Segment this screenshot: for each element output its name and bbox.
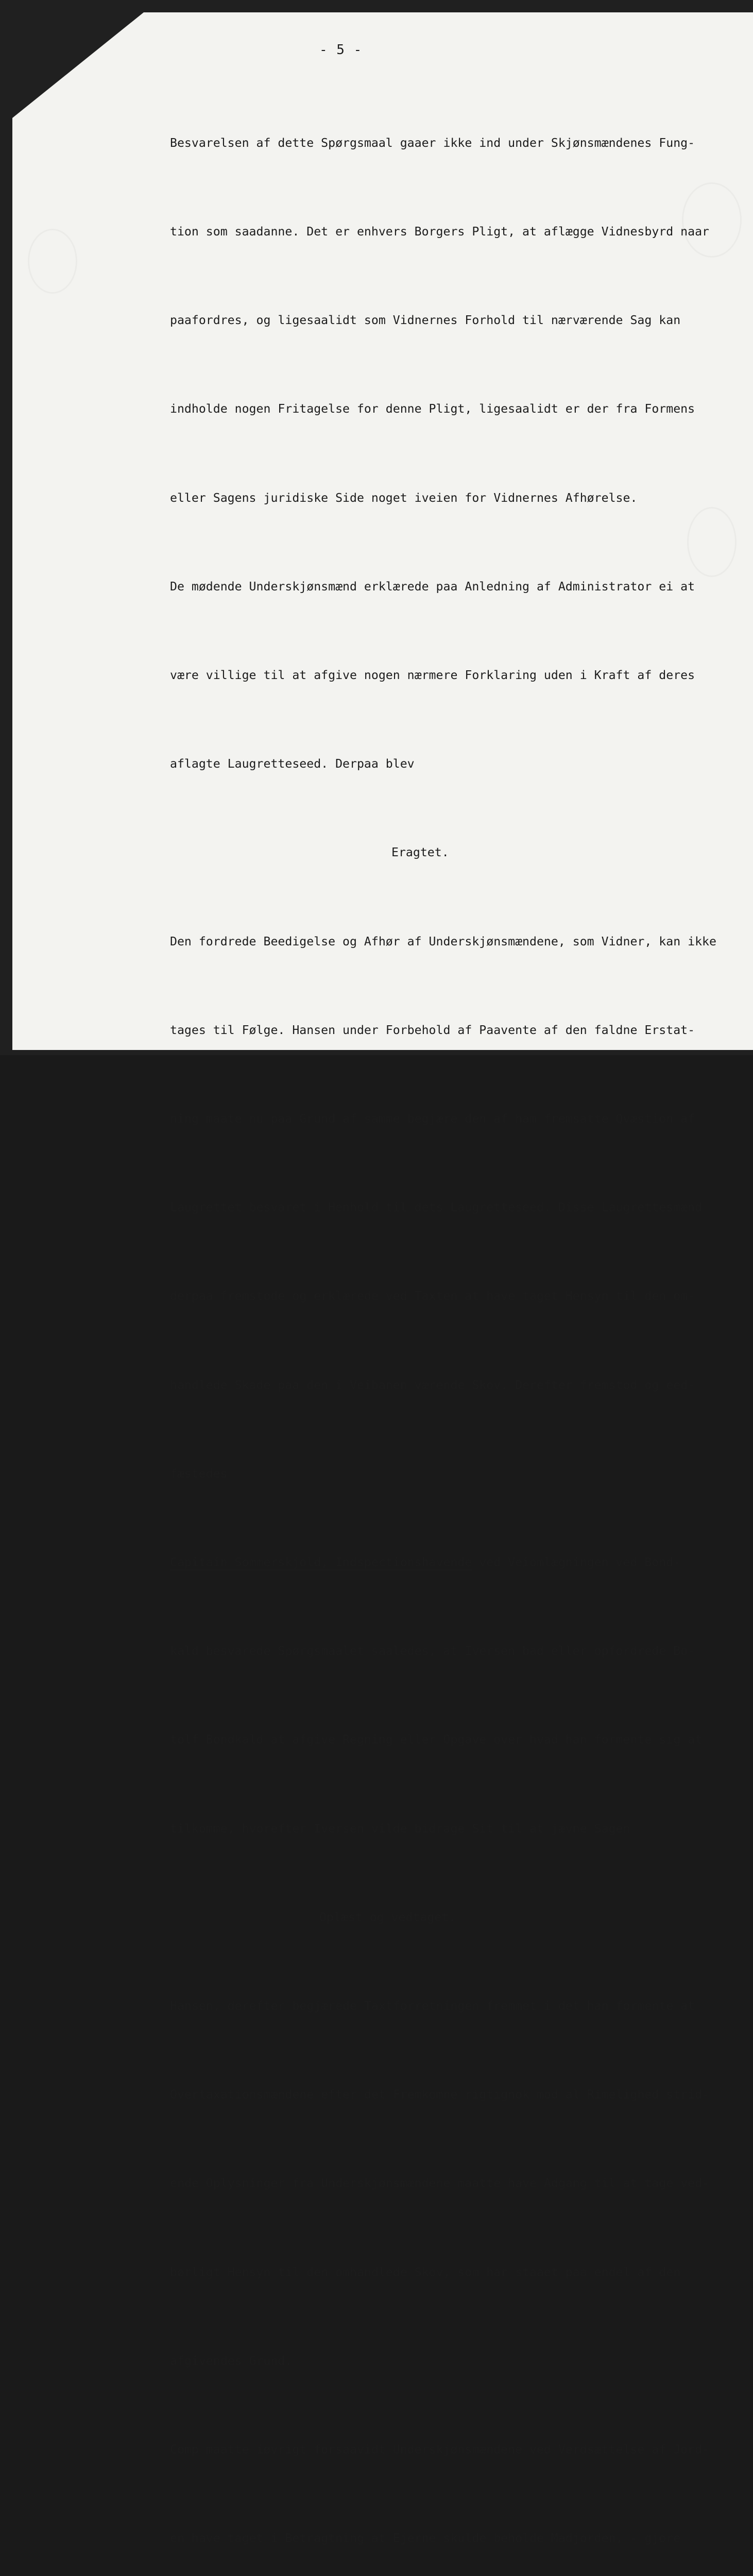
underlined-witness-name: Capitain Sommerskjold, Indspectionshavende	[170, 1555, 472, 1570]
text-line: kald besvarede Spørgsmaalet saaledes, at Iversen bad eller opfordrede Bo-	[170, 1644, 695, 1658]
text-line: handlede Skade paa den i Veibanen værende Skov. Derefter fremstod og eed-	[170, 1378, 695, 1392]
text-line: en have taget i Betragtning at Ejerne skulde beholde Madjorden, - gjore	[170, 2531, 681, 2546]
text-line: Besvarelsen af dette Spørgsmaal gaaer ikke ind under Skjønsmændenes Fung-	[170, 135, 695, 150]
text-line: Laugrettet besvaret i Henhold til dets Laugretteseed. Disse Laugrettesmænd	[170, 1200, 703, 1215]
text-line: paafordres, og ligesaalidt som Vidnernes Forhold til nærværende Sag kan	[170, 313, 681, 328]
text-line: indholde nogen Fritagelse for denne Pligt, ligesaalidt er der fra Formens	[170, 402, 695, 416]
text-line: Comp maatte iøvrigt forsaavidt Underskjønsmændene ved Verdsættelse af Jord-	[170, 2443, 710, 2457]
text-line: Hansen, derefter begjærede Taxtforretningen fremmet i det han formente at	[170, 1999, 695, 2013]
text-line: afgivendes Grund.	[170, 2353, 293, 2368]
text-line: børligt Hensyn til den omhandlede Skov, som har staaet paa endel af den	[170, 2265, 681, 2279]
text-line: ende Oplysninger fra Underskjønsmændene maatte have Adgang til at tage ved-	[170, 2176, 710, 2191]
text-line: tolf Bondkald at afgive Regning eller Opgave over hvad han formente sig at	[170, 1733, 703, 1747]
text-line: tion som saadanne. Det er enhvers Borgers Pligt, at aflægge Vidnesbyrd naar	[170, 225, 710, 239]
text-line: være villige til at afgive nogen nærmere Forklaring uden i Kraft af deres	[170, 668, 695, 683]
text-line: derpaa fremstode og erklærede ved Taxten at have taget Hensyn til den om-	[170, 1289, 695, 1303]
section-heading-eragtet: Eragtet.	[391, 845, 449, 860]
text-line: tages til Følge. Hansen under Forbehold af Paavente af den faldne Erstat-	[170, 1023, 695, 1037]
document-body	[170, 69, 726, 2576]
text-line: tilkomme, hvorefter Iversen vilde bidrage Sit til at jævne Sagen	[170, 1821, 630, 1836]
text-line: De mødende Underskjønsmænd erklærede paa Anledning af Administrator ei at	[170, 579, 695, 594]
page-number: - 5 -	[319, 42, 363, 58]
text-line	[170, 1548, 726, 1577]
text-line: eller Sagens juridiske Side noget iveien for Vidnernes Afhørelse.	[170, 490, 638, 505]
text-line: Overtaxationsmændene efter det Fremkomne rigtignok mod al Rimelighed strid-	[170, 2088, 710, 2102]
text-line: ning maate nu paa Grund af samme begjære den af ham fremsatte Qvæstion af	[170, 1112, 695, 1126]
text-line: fæstedes	[170, 1466, 228, 1481]
text-line: aflagte Laugretteseed. Derpaa blev	[170, 757, 415, 771]
text-line: Den fordrede Beedigelse og Afhør af Underskjønsmændene, som Vidner, kan ikke	[170, 934, 716, 948]
section-heading-oplaest: Oplæst og vedtaget.	[319, 1910, 456, 1924]
paper-stain	[28, 229, 77, 294]
text-fragment: ved Veiomlægningen ved Bond-	[472, 1555, 681, 1570]
